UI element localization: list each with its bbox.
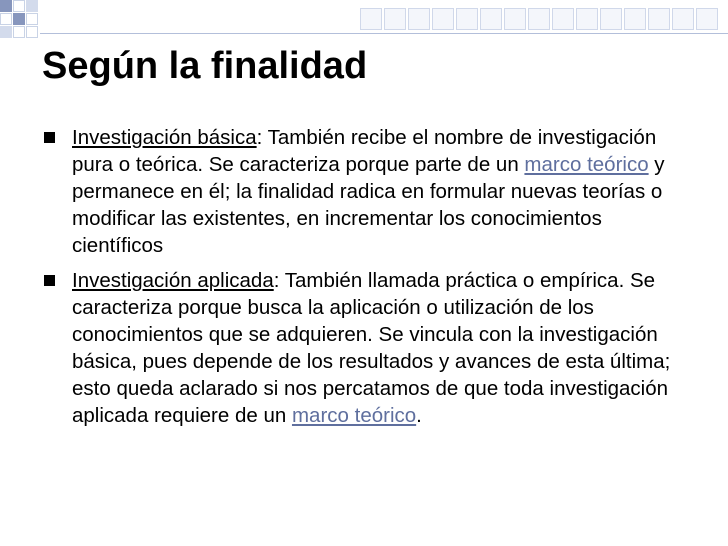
header-rule [40, 33, 728, 34]
decor-square [456, 8, 478, 30]
decor-square [552, 8, 574, 30]
decor-square [26, 13, 38, 25]
square-bullet-icon [44, 275, 55, 286]
decor-square [0, 26, 12, 38]
bullet-text: . [416, 404, 422, 427]
decor-square [480, 8, 502, 30]
decor-square [0, 0, 12, 12]
decor-square [696, 8, 718, 30]
term-investigacion-basica[interactable]: Investigación básica [72, 126, 257, 149]
bullet-item-basica [44, 124, 694, 259]
decor-square [360, 8, 382, 30]
decor-square [26, 0, 38, 12]
decor-square [26, 26, 38, 38]
slide-title: Según la finalidad [42, 45, 368, 87]
decor-square [672, 8, 694, 30]
decor-square [528, 8, 550, 30]
decor-square [408, 8, 430, 30]
bullet-item-aplicada [44, 267, 694, 429]
decor-square [13, 0, 25, 12]
marco-teorico-link[interactable]: marco teórico [291, 404, 417, 427]
decor-square [648, 8, 670, 30]
decor-square [384, 8, 406, 30]
bullet-text: : También llamada práctica o empírica. Se caracteriza porque busca la aplicación o utilización de los conocimientos que se adquieren. Se vincula con la investigación básica, pues depende de los resultados y avances de esta última; esto queda aclarado si nos percatamos de que toda investigación aplicada requiere de un [72, 269, 671, 427]
decor-square [600, 8, 622, 30]
square-bullet-icon [44, 132, 55, 143]
decor-square [0, 13, 12, 25]
decor-square [432, 8, 454, 30]
decor-square [13, 13, 25, 25]
decor-square [504, 8, 526, 30]
decor-square [576, 8, 598, 30]
bullet-text: : También recibe el nombre de investigación pura o teórica. Se caracteriza porque parte de un [72, 126, 657, 176]
bullet-text: y permanece en él; la finalidad radica en formular nuevas teorías o modificar las existentes, en incrementar los conocimientos científicos [72, 153, 665, 257]
term-investigacion-aplicada[interactable]: Investigación aplicada [72, 269, 274, 292]
decor-square [624, 8, 646, 30]
marco-teorico-link[interactable]: marco teórico [524, 153, 649, 176]
decor-square-row [360, 8, 718, 32]
decor-square [13, 26, 25, 38]
bullet-list [44, 124, 694, 437]
